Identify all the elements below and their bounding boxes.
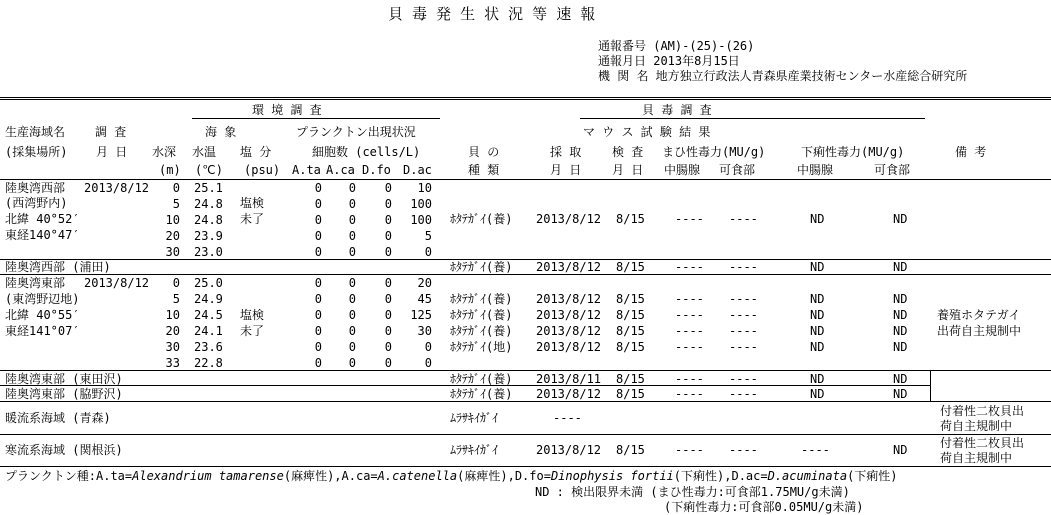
col-psp: まひ性毒力(MU/g) <box>662 145 766 159</box>
collect-date: 2013/8/12 <box>536 308 602 322</box>
ata-count: 0 <box>314 292 322 306</box>
temp-value: 24.1 <box>194 324 223 338</box>
legend-type: (麻痺性), <box>457 469 515 483</box>
ata-count: 0 <box>314 213 322 227</box>
col-dsp-edible: 可食部 <box>874 163 911 177</box>
psp-gland: ---- <box>675 212 704 226</box>
shell-type: ﾎﾀﾃｶﾞｲ(養) <box>450 212 513 226</box>
ata-count: 0 <box>314 181 322 195</box>
dac-count: 0 <box>424 245 432 259</box>
dsp-edible: ND <box>893 387 908 401</box>
depth-value: 0 <box>172 181 180 195</box>
ata-count: 0 <box>314 356 322 370</box>
psp-gland: ---- <box>675 387 704 401</box>
col-mouse-test: マ ウ ス 試 験 結 果 <box>583 125 711 139</box>
temp-value: 22.8 <box>194 356 223 370</box>
shell-type: ﾎﾀﾃｶﾞｲ(養) <box>450 387 513 401</box>
salinity-note: 未了 <box>240 212 265 226</box>
col-dsp-gland: 中腸腺 <box>797 163 834 177</box>
col-cells: 細胞数 (cells/L) <box>312 145 421 159</box>
psp-edible: ---- <box>729 212 758 226</box>
temp-value: 25.0 <box>194 276 223 290</box>
psp-edible: ---- <box>729 324 758 338</box>
dac-count: 10 <box>417 181 432 195</box>
col-dac: D.ac <box>403 163 432 177</box>
ata-count: 0 <box>314 276 322 290</box>
collect-date: ---- <box>553 411 582 425</box>
dac-count: 30 <box>417 324 432 338</box>
col-survey: 調 査 <box>95 125 127 139</box>
dac-count: 0 <box>424 356 432 370</box>
psp-edible: ---- <box>729 372 758 386</box>
col-ata: A.ta <box>292 163 321 177</box>
psp-gland: ---- <box>675 340 704 354</box>
col-collect-1: 採 取 <box>550 145 582 159</box>
remark: 付着性二枚貝出 <box>940 404 1025 418</box>
depth-value: 33 <box>165 356 180 370</box>
dfo-count: 0 <box>384 308 392 322</box>
col-area: 生産海域名 <box>5 125 66 139</box>
temp-value: 23.0 <box>194 245 223 259</box>
col-depth-unit: (m) <box>159 163 181 177</box>
shell-type: ﾎﾀﾃｶﾞｲ(養) <box>450 372 513 386</box>
col-salinity: 塩 分 <box>240 145 272 159</box>
dsp-edible: ND <box>893 308 908 322</box>
report-agency: 機 関 名 地方独立行政法人青森県産業技術センター水産総合研究所 <box>598 69 968 83</box>
legend-code: D.ac= <box>731 469 768 483</box>
temp-value: 25.1 <box>194 181 223 195</box>
psp-edible: ---- <box>729 387 758 401</box>
legend-species: A.catenella <box>377 469 458 483</box>
salinity-note: 未了 <box>240 324 265 338</box>
legend-type: (下痢性), <box>673 469 732 483</box>
col-temp: 水温 <box>192 145 217 159</box>
nd-note-dsp: (下痢性毒力:可食部0.05MU/g未満) <box>664 500 864 514</box>
aca-count: 0 <box>348 356 356 370</box>
psp-edible: ---- <box>729 260 758 274</box>
dsp-edible: ND <box>893 443 908 457</box>
page-title: 貝 毒 発 生 状 況 等 速 報 <box>388 5 596 23</box>
salinity-note: 塩検 <box>240 196 265 210</box>
aca-count: 0 <box>348 245 356 259</box>
dsp-edible: ND <box>893 372 908 386</box>
temp-value: 23.6 <box>194 340 223 354</box>
collect-date: 2013/8/12 <box>536 260 602 274</box>
col-psp-gland: 中腸腺 <box>664 163 701 177</box>
collect-date: 2013/8/12 <box>536 340 602 354</box>
col-depth: 水深 <box>152 145 177 159</box>
aca-count: 0 <box>348 197 356 211</box>
test-date: 8/15 <box>616 372 645 386</box>
dac-count: 100 <box>410 213 432 227</box>
dsp-edible: ND <box>893 324 908 338</box>
shell-type: ﾎﾀﾃｶﾞｲ(養) <box>450 292 513 306</box>
aca-count: 0 <box>348 324 356 338</box>
ata-count: 0 <box>314 229 322 243</box>
aca-count: 0 <box>348 340 356 354</box>
psp-edible: ---- <box>729 308 758 322</box>
toxin-survey-heading: 貝 毒 調 査 <box>642 103 712 117</box>
test-date: 8/15 <box>616 308 645 322</box>
dsp-gland: ND <box>810 340 825 354</box>
col-shell-1: 貝 の <box>468 145 500 159</box>
legend-type: (麻痺性), <box>283 469 342 483</box>
depth-value: 5 <box>172 197 180 211</box>
depth-value: 5 <box>172 292 180 306</box>
test-date: 8/15 <box>616 212 645 226</box>
nd-note: ND : 検出限界未満 (まひ性毒力:可食部1.75MU/g未満) <box>535 485 850 499</box>
dsp-gland: ND <box>810 292 825 306</box>
psp-gland: ---- <box>675 372 704 386</box>
dac-count: 0 <box>424 340 432 354</box>
psp-gland: ---- <box>675 308 704 322</box>
test-date: 8/15 <box>616 260 645 274</box>
report-number: 通報番号 (AM)-(25)-(26) <box>598 39 755 53</box>
shell-type: ﾎﾀﾃｶﾞｲ(養) <box>450 308 513 322</box>
aca-count: 0 <box>348 276 356 290</box>
shell-type: ﾑﾗｻｷｲｶﾞｲ <box>450 411 499 425</box>
plankton-legend <box>5 469 898 483</box>
aca-count: 0 <box>348 213 356 227</box>
dfo-count: 0 <box>384 340 392 354</box>
depth-value: 20 <box>165 324 180 338</box>
dsp-edible: ND <box>893 212 908 226</box>
temp-value: 23.9 <box>194 229 223 243</box>
depth-value: 0 <box>172 276 180 290</box>
col-dfo: D.fo <box>362 163 391 177</box>
psp-edible: ---- <box>729 292 758 306</box>
remark: 付着性二枚貝出 <box>940 436 1025 450</box>
aca-count: 0 <box>348 308 356 322</box>
ata-count: 0 <box>314 197 322 211</box>
legend-species: D.acuminata <box>767 469 848 483</box>
depth-value: 10 <box>165 308 180 322</box>
psp-edible: ---- <box>729 443 758 457</box>
collect-date: 2013/8/11 <box>536 372 602 386</box>
psp-gland: ---- <box>675 324 704 338</box>
ata-count: 0 <box>314 308 322 322</box>
legend-code: A.ta= <box>96 469 133 483</box>
dac-count: 100 <box>410 197 432 211</box>
site-line: 東経141°07′ <box>5 324 80 338</box>
psp-gland: ---- <box>675 292 704 306</box>
env-survey-heading: 環 境 調 査 <box>252 103 322 117</box>
col-aca: A.ca <box>326 163 355 177</box>
col-salinity-unit: (psu) <box>244 163 281 177</box>
site-line: 北緯 40°52′ <box>5 212 80 226</box>
temp-value: 24.5 <box>194 308 223 322</box>
col-site: (採集場所) <box>5 145 68 159</box>
dfo-count: 0 <box>384 276 392 290</box>
legend-species: Dinophysis fortii <box>550 469 674 483</box>
site-line: 北緯 40°55′ <box>5 308 80 322</box>
dfo-count: 0 <box>384 197 392 211</box>
collect-date: 2013/8/12 <box>536 324 602 338</box>
col-dsp: 下痢性毒力(MU/g) <box>801 145 905 159</box>
site-line: (東湾野辺地) <box>5 292 80 306</box>
dsp-gland: ND <box>810 372 825 386</box>
dac-count: 125 <box>410 308 432 322</box>
col-monthday: 月 日 <box>96 145 128 159</box>
report-date: 通報月日 2013年8月15日 <box>598 54 740 68</box>
legend-species: Alexandrium tamarense <box>132 469 284 483</box>
site-line: 陸奥湾西部 <box>5 181 66 195</box>
dsp-gland: ---- <box>801 443 830 457</box>
dac-count: 20 <box>417 276 432 290</box>
test-date: 8/15 <box>616 443 645 457</box>
site-name: 寒流系海域 (関根浜) <box>5 443 123 457</box>
ata-count: 0 <box>314 245 322 259</box>
col-collect-2: 月 日 <box>550 163 582 177</box>
dfo-count: 0 <box>384 324 392 338</box>
col-test-1: 検 査 <box>612 145 644 159</box>
depth-value: 20 <box>165 229 180 243</box>
dfo-count: 0 <box>384 229 392 243</box>
shell-type: ﾎﾀﾃｶﾞｲ(養) <box>450 324 513 338</box>
dfo-count: 0 <box>384 245 392 259</box>
dsp-gland: ND <box>810 308 825 322</box>
site-line: (西湾野内) <box>5 196 68 210</box>
remark: 出荷自主規制中 <box>937 324 1022 338</box>
dsp-gland: ND <box>810 387 825 401</box>
survey-date: 2013/8/12 <box>84 276 150 290</box>
temp-value: 24.9 <box>194 292 223 306</box>
test-date: 8/15 <box>616 292 645 306</box>
psp-gland: ---- <box>675 443 704 457</box>
depth-value: 30 <box>165 245 180 259</box>
site-line: 陸奥湾東部 <box>5 276 66 290</box>
remark: 荷自主規制中 <box>940 451 1013 465</box>
dfo-count: 0 <box>384 213 392 227</box>
shell-type: ﾎﾀﾃｶﾞｲ(養) <box>450 260 513 274</box>
dsp-edible: ND <box>893 292 908 306</box>
test-date: 8/15 <box>616 387 645 401</box>
shell-type: ﾑﾗｻｷｲｶﾞｲ <box>450 443 499 457</box>
psp-gland: ---- <box>675 260 704 274</box>
site-name: 陸奥湾西部 (浦田) <box>5 260 111 274</box>
dsp-edible: ND <box>893 260 908 274</box>
site-name: 暖流系海域 (青森) <box>5 411 111 425</box>
salinity-note: 塩検 <box>240 308 265 322</box>
aca-count: 0 <box>348 292 356 306</box>
legend-code: A.ca= <box>341 469 378 483</box>
remark: 養殖ホタテガイ <box>937 308 1021 322</box>
aca-count: 0 <box>348 181 356 195</box>
collect-date: 2013/8/12 <box>536 443 602 457</box>
collect-date: 2013/8/12 <box>536 292 602 306</box>
col-temp-unit: (℃) <box>195 163 223 177</box>
col-test-2: 月 日 <box>612 163 644 177</box>
temp-value: 24.8 <box>194 213 223 227</box>
dfo-count: 0 <box>384 292 392 306</box>
aca-count: 0 <box>348 229 356 243</box>
col-shell-2: 種 類 <box>468 163 500 177</box>
site-name: 陸奥湾東部 (脇野沢) <box>5 387 123 401</box>
ata-count: 0 <box>314 324 322 338</box>
dsp-gland: ND <box>810 212 825 226</box>
dsp-edible: ND <box>893 340 908 354</box>
dsp-gland: ND <box>810 324 825 338</box>
col-remarks: 備 考 <box>955 145 987 159</box>
temp-value: 24.8 <box>194 197 223 211</box>
collect-date: 2013/8/12 <box>536 387 602 401</box>
dfo-count: 0 <box>384 356 392 370</box>
col-sea: 海 象 <box>205 125 237 139</box>
col-psp-edible: 可食部 <box>719 163 756 177</box>
depth-value: 30 <box>165 340 180 354</box>
col-plankton: プランクトン出現状況 <box>296 125 416 139</box>
remark: 荷自主規制中 <box>940 419 1013 433</box>
depth-value: 10 <box>165 213 180 227</box>
collect-date: 2013/8/12 <box>536 212 602 226</box>
site-name: 陸奥湾東部 (東田沢) <box>5 372 123 386</box>
psp-edible: ---- <box>729 340 758 354</box>
dac-count: 5 <box>424 229 432 243</box>
dac-count: 45 <box>417 292 432 306</box>
ata-count: 0 <box>314 340 322 354</box>
dfo-count: 0 <box>384 181 392 195</box>
site-line: 東経140°47′ <box>5 228 80 242</box>
legend-label: プランクトン種: <box>5 469 96 483</box>
legend-type: (下痢性) <box>847 469 898 483</box>
survey-date: 2013/8/12 <box>84 181 150 195</box>
dsp-gland: ND <box>810 260 825 274</box>
legend-code: D.fo= <box>514 469 551 483</box>
shell-type: ﾎﾀﾃｶﾞｲ(地) <box>450 340 513 354</box>
test-date: 8/15 <box>616 340 645 354</box>
test-date: 8/15 <box>616 324 645 338</box>
